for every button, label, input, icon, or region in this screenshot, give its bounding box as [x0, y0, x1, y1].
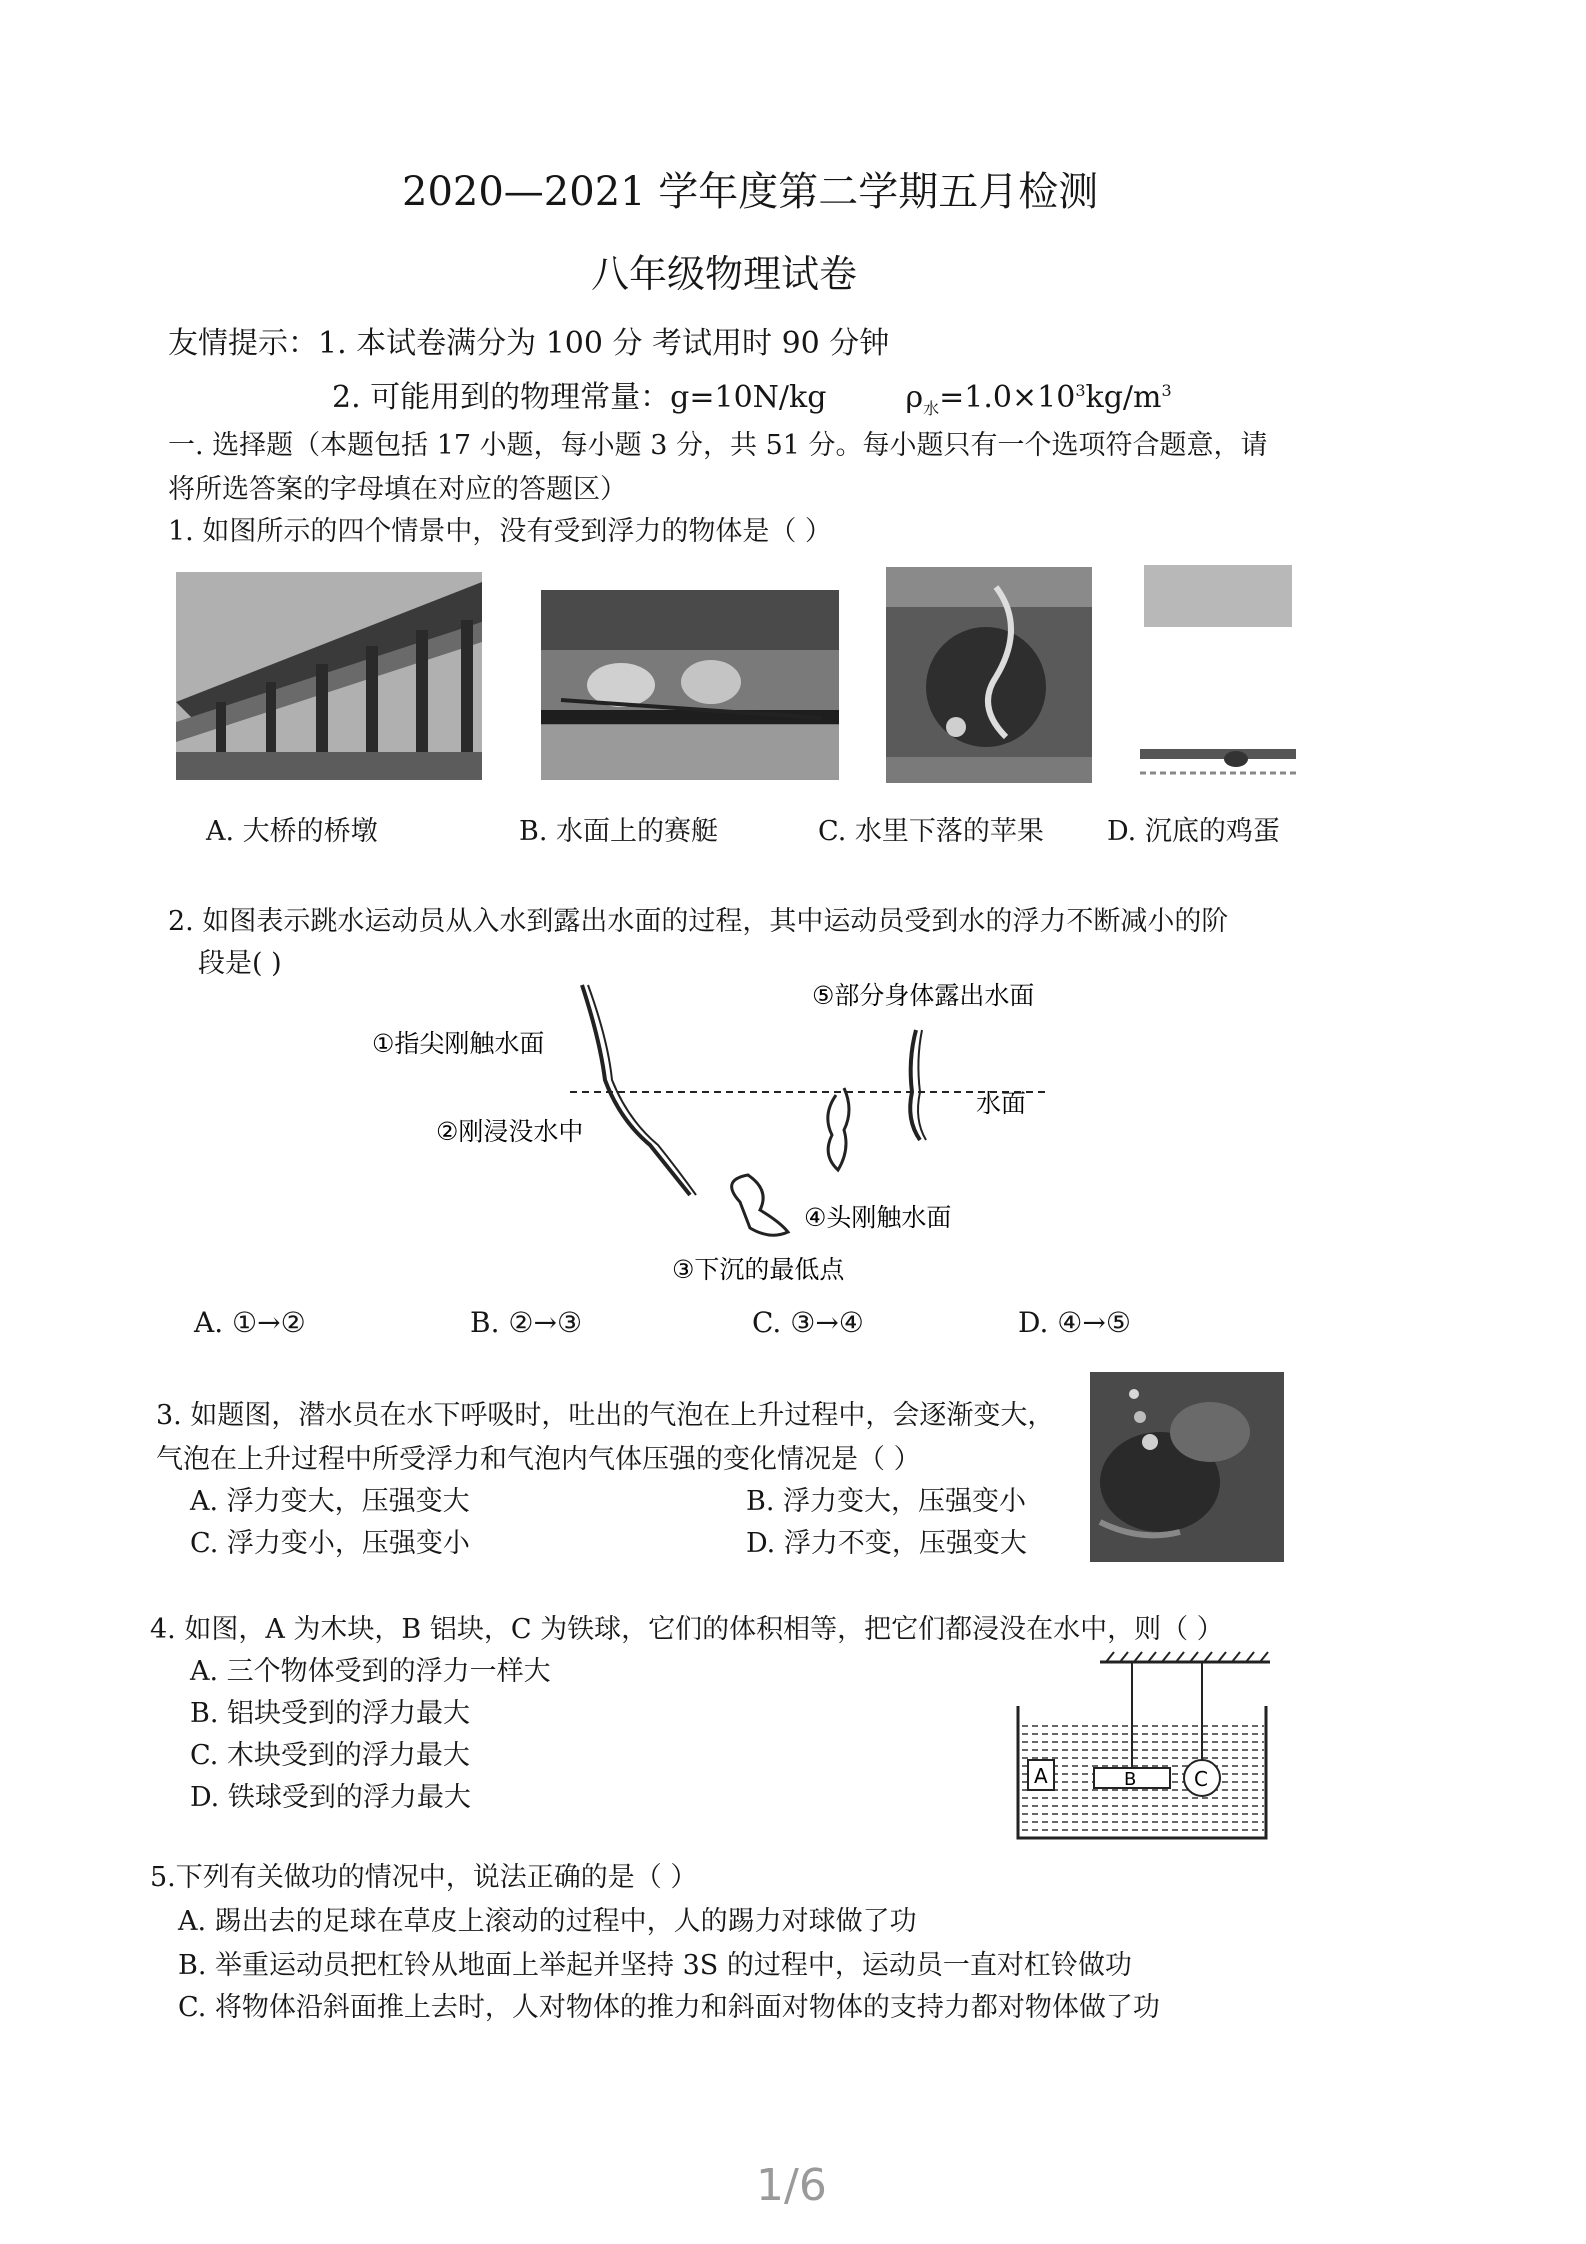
q1-photo-egg	[1140, 563, 1296, 783]
q1-option-b: B. 水面上的赛艇	[519, 816, 719, 847]
q1-stem: 1. 如图所示的四个情景中，没有受到浮力的物体是（ ）	[168, 516, 832, 547]
q4-option-d: D. 铁球受到的浮力最大	[190, 1782, 471, 1813]
falling-apple-illustration	[886, 567, 1092, 783]
q1-option-d: D. 沉底的鸡蛋	[1107, 816, 1280, 847]
q2-option-b: B. ②→③	[470, 1306, 583, 1339]
q2-stem-line-2: 段是( )	[198, 948, 282, 979]
q5-option-a: A. 踢出去的足球在草皮上滚动的过程中，人的踢力对球做了功	[178, 1906, 917, 1937]
q2-label-4: ④头刚触水面	[804, 1203, 952, 1232]
q4-option-c: C. 木块受到的浮力最大	[190, 1740, 470, 1771]
tips-rho-unit-exp: 3	[1161, 381, 1172, 400]
q4-option-a: A. 三个物体受到的浮力一样大	[190, 1656, 551, 1687]
q2-label-2: ②刚浸没水中	[436, 1117, 584, 1146]
q1-photo-apple	[886, 567, 1092, 783]
q2-label-3: ③下沉的最低点	[672, 1255, 845, 1284]
tips-rho: ρ	[905, 380, 924, 415]
q1-option-a: A. 大桥的桥墩	[206, 816, 378, 847]
q3-option-c: C. 浮力变小，压强变小	[190, 1528, 470, 1559]
diver-lowest-figure	[732, 1175, 788, 1235]
tips-constant-g: 2. 可能用到的物理常量：g=10N/kg	[332, 380, 827, 415]
section-heading-line-1: 一. 选择题（本题包括 17 小题，每小题 3 分，共 51 分。每小题只有一个选项符合题意，请	[168, 430, 1268, 461]
q2-label-water: 水面	[976, 1089, 1027, 1118]
q1-photo-boat	[541, 590, 839, 780]
sunken-egg-illustration	[1140, 563, 1296, 783]
q5-option-b: B. 举重运动员把杠铃从地面上举起并坚持 3S 的过程中，运动员一直对杠铃做功	[178, 1950, 1132, 1981]
exam-title: 2020—2021 学年度第二学期五月检测	[402, 169, 1099, 215]
page-indicator: 1/6	[756, 2160, 827, 2211]
q3-option-b: B. 浮力变大，压强变小	[746, 1486, 1027, 1517]
q3-option-a: A. 浮力变大，压强变大	[190, 1486, 470, 1517]
bridge-illustration	[176, 572, 482, 780]
scuba-diver-illustration	[1090, 1372, 1284, 1562]
q1-option-c: C. 水里下落的苹果	[818, 816, 1044, 847]
tips-rho-unit: kg/m	[1085, 380, 1162, 415]
rowing-boat-illustration	[541, 590, 839, 780]
section-heading-line-2: 将所选答案的字母填在对应的答题区）	[168, 474, 627, 505]
tips-rho-exp: 3	[1075, 381, 1086, 400]
q2-diver-diagram	[360, 970, 1080, 1300]
q2-option-d: D. ④→⑤	[1018, 1306, 1131, 1339]
q4-option-b: B. 铝块受到的浮力最大	[190, 1698, 471, 1729]
q3-stem-line-2: 气泡在上升过程中所受浮力和气泡内气体压强的变化情况是（ ）	[156, 1444, 921, 1475]
q3-photo-diver	[1090, 1372, 1284, 1562]
q3-stem-line-1: 3. 如题图，潜水员在水下呼吸时，吐出的气泡在上升过程中，会逐渐变大，	[156, 1400, 1055, 1431]
q1-photo-bridge	[176, 572, 482, 780]
q4-stem: 4. 如图，A 为木块，B 铝块，C 为铁球，它们的体积相等，把它们都浸没在水中，则（ ）	[150, 1614, 1224, 1645]
q5-option-c: C. 将物体沿斜面推上去时，人对物体的推力和斜面对物体的支持力都对物体做了功	[178, 1992, 1160, 2023]
ball-c-label: C	[1194, 1767, 1208, 1791]
tips-line-2	[332, 380, 1172, 418]
q2-option-a: A. ①→②	[194, 1306, 306, 1339]
q2-option-c: C. ③→④	[752, 1306, 864, 1339]
q2-label-5: ⑤部分身体露出水面	[812, 981, 1035, 1010]
q2-stem-line-1: 2. 如图表示跳水运动员从入水到露出水面的过程，其中运动员受到水的浮力不断减小的阶	[168, 906, 1229, 937]
block-a-label: A	[1034, 1764, 1048, 1788]
diver-head-touch-figure	[828, 1088, 849, 1170]
q2-label-1: ①指尖刚触水面	[372, 1029, 545, 1058]
exam-subtitle: 八年级物理试卷	[591, 252, 858, 296]
tips-line-1: 友情提示：1. 本试卷满分为 100 分 考试用时 90 分钟	[168, 326, 890, 361]
q3-option-d: D. 浮力不变，压强变大	[746, 1528, 1027, 1559]
tips-rho-sub: 水	[923, 399, 940, 418]
q5-stem: 5.下列有关做功的情况中，说法正确的是（ ）	[150, 1862, 698, 1893]
block-b-label: B	[1124, 1769, 1137, 1790]
tips-rho-value: =1.0×10	[939, 380, 1076, 415]
q4-container-diagram	[1012, 1650, 1274, 1846]
